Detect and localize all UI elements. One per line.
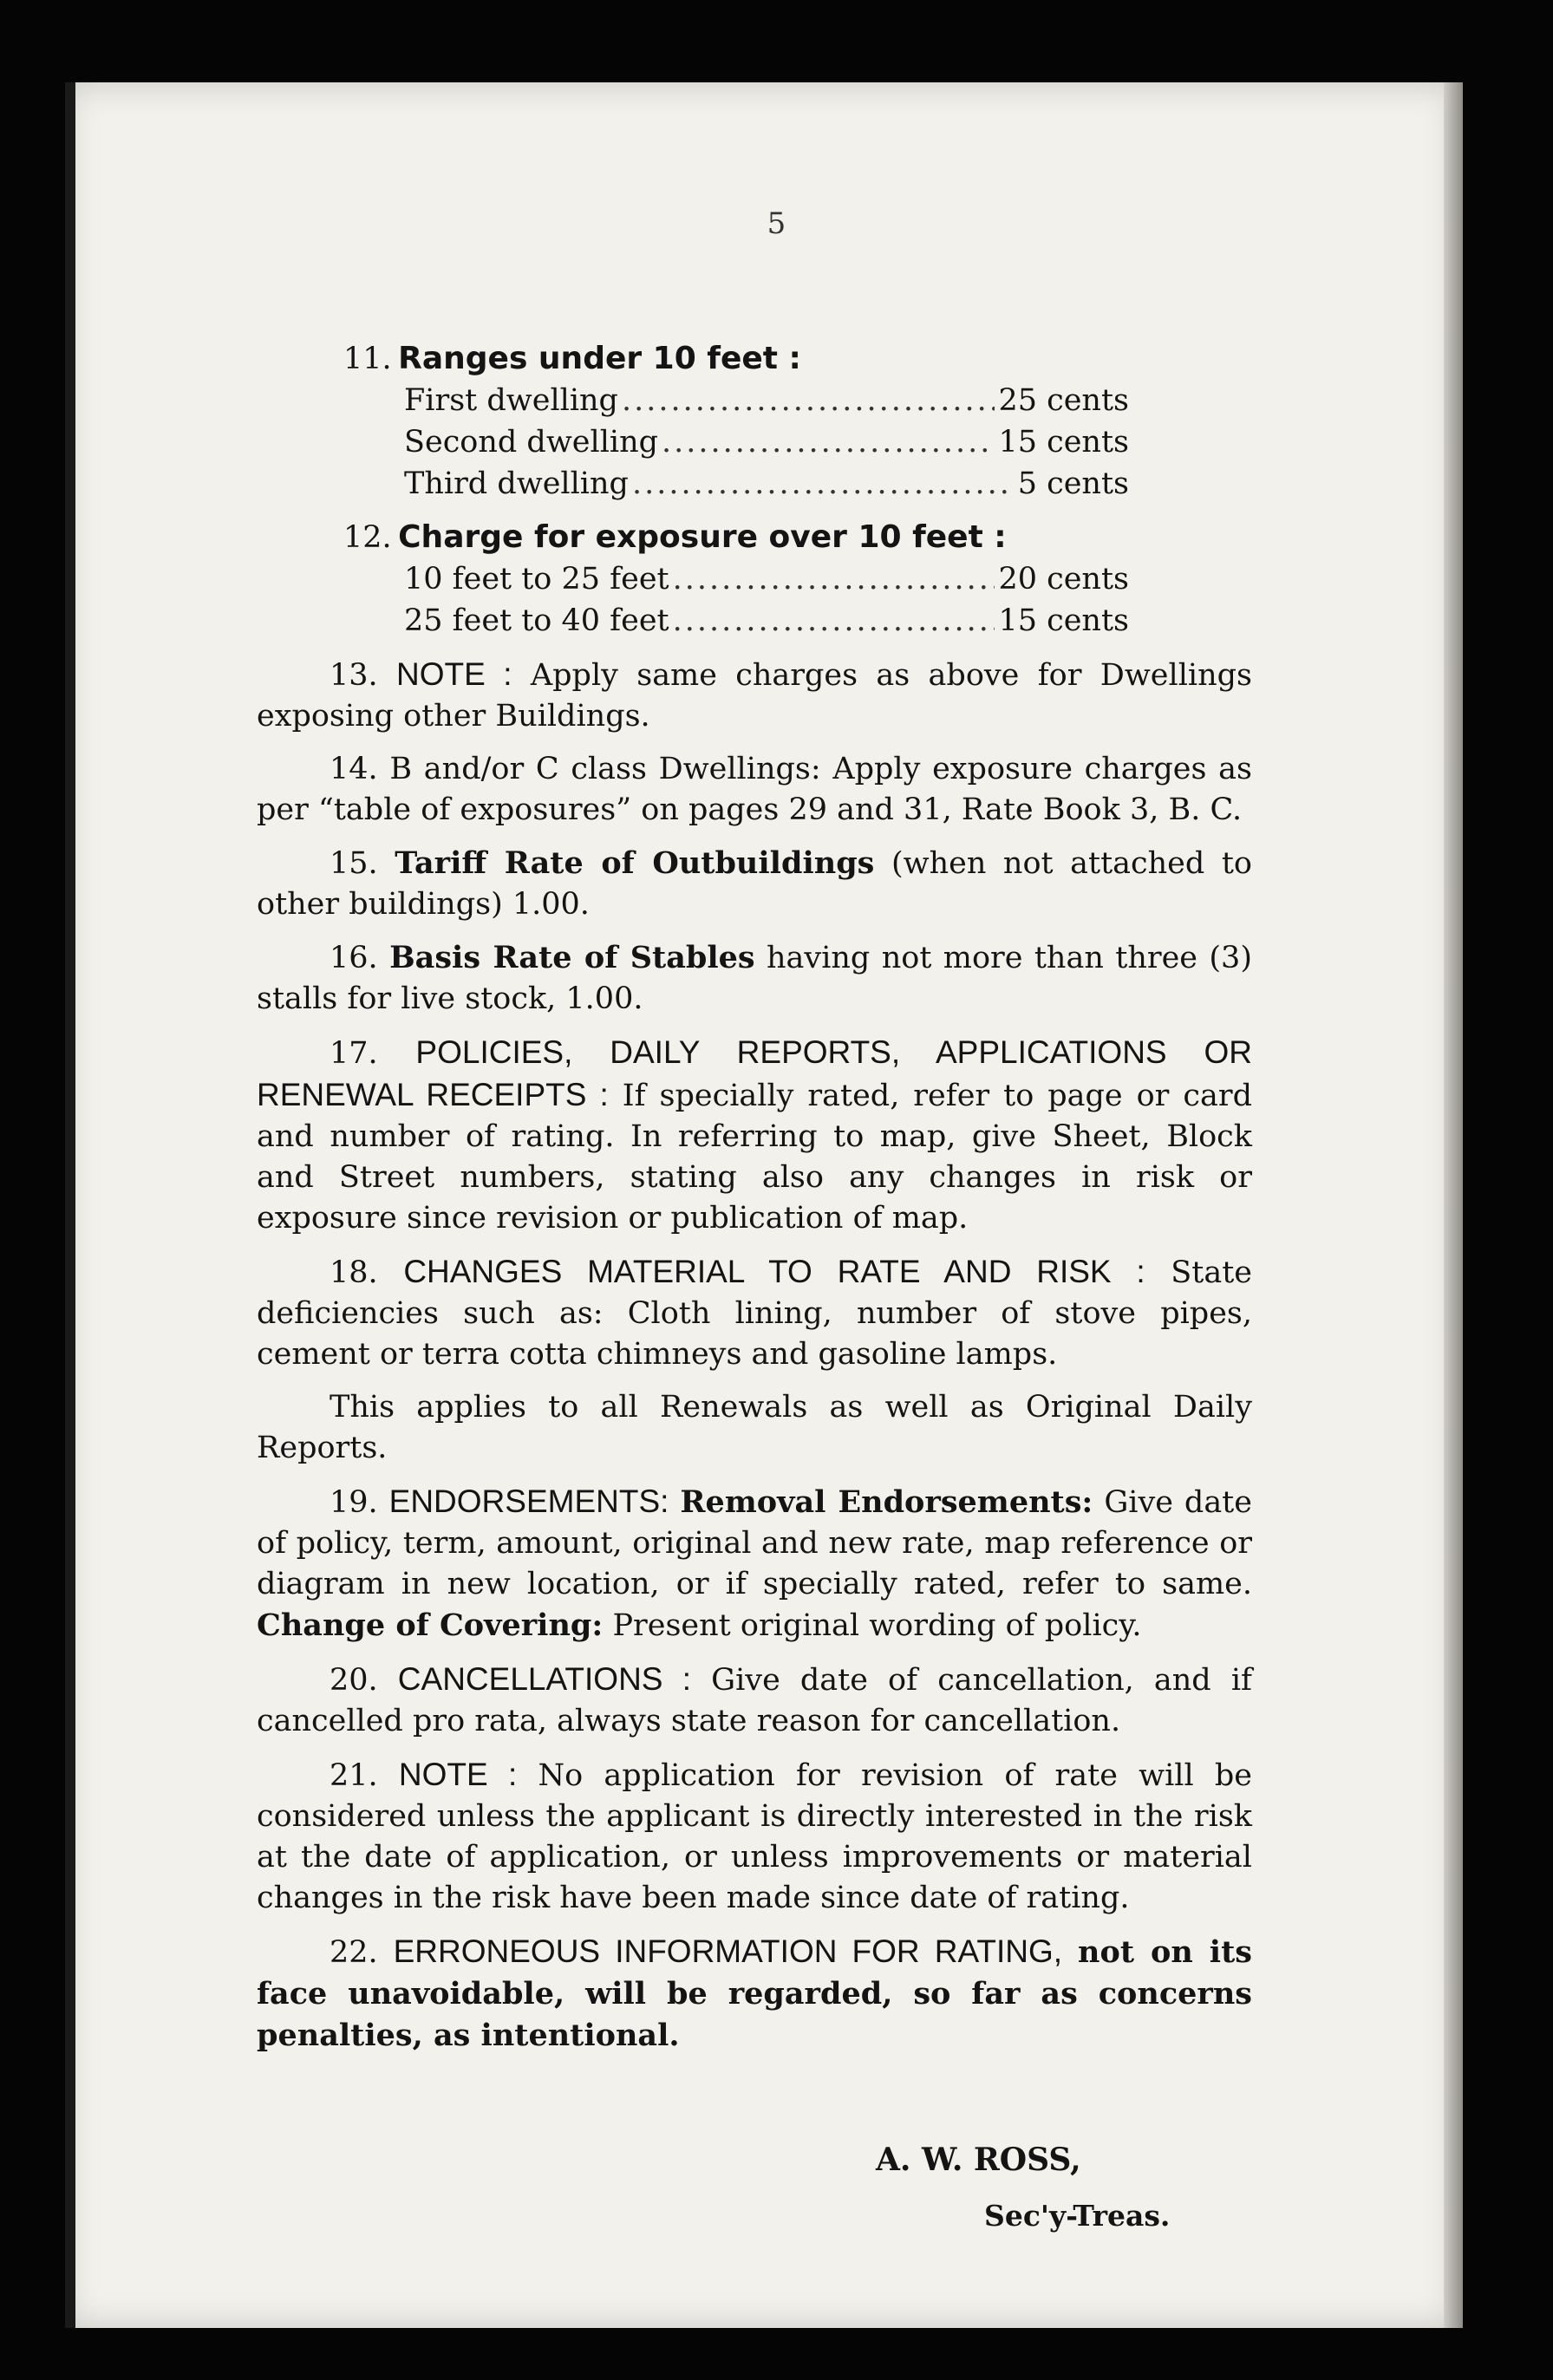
item-text: B and/or C class Dwellings: Apply exposure charges as per “table of exposures” on pages 29 and 31, Rate Book 3, B. C. xyxy=(257,752,1252,827)
item-number: 18. xyxy=(330,1255,378,1290)
document-body xyxy=(257,338,1252,2069)
item-text: Apply same charges as above for Dwellings exposing other Buildings. xyxy=(257,658,1252,734)
rate-value: 15 cents xyxy=(998,603,1129,638)
item-18 xyxy=(257,1251,1252,1375)
item-17 xyxy=(257,1032,1252,1239)
leader-dots xyxy=(673,558,995,600)
item-text: No application for revision of rate will be considered unless the applicant is directly interested in the risk at the date of application, or unless improvements or material changes in the risk have been made since date of rating. xyxy=(257,1758,1252,1915)
item-number: 16. xyxy=(330,941,378,975)
page-number: 5 xyxy=(767,206,786,241)
item-14 xyxy=(257,749,1252,831)
rate-row xyxy=(404,600,1129,642)
leader-dots xyxy=(632,463,1015,505)
item-lead: CHANGES MATERIAL TO RATE AND RISK : xyxy=(403,1254,1145,1289)
item-text: Present original wording of policy. xyxy=(612,1608,1142,1643)
signature-title: Sec'y-Treas. xyxy=(984,2199,1171,2233)
item-12 xyxy=(257,517,1252,642)
section-heading: Ranges under 10 feet : xyxy=(398,341,801,376)
item-number: 14. xyxy=(330,752,378,786)
rate-row xyxy=(404,558,1129,600)
item-lead: CANCELLATIONS : xyxy=(397,1661,692,1697)
item-number: 13. xyxy=(330,658,378,693)
rate-row xyxy=(404,463,1129,505)
item-13 xyxy=(257,654,1252,737)
rate-row xyxy=(404,380,1129,421)
binding-edge xyxy=(65,82,75,2328)
leader-dots xyxy=(662,421,995,463)
section-heading: Charge for exposure over 10 feet : xyxy=(398,519,1007,555)
item-15 xyxy=(257,843,1252,925)
leader-dots xyxy=(673,600,995,642)
item-text: having not more than three (3) stalls for live stock, 1.00. xyxy=(257,941,1252,1016)
rate-label: Second dwelling xyxy=(404,425,659,460)
item-number: 11. xyxy=(343,342,392,376)
item-lead: NOTE : xyxy=(398,1757,518,1792)
rate-label: 25 feet to 40 feet xyxy=(404,603,669,638)
leader-dots xyxy=(622,380,995,421)
rate-label: First dwelling xyxy=(404,383,618,418)
item-19 xyxy=(257,1481,1252,1646)
item-text: If specially rated, refer to page or card and number of rating. In referring to map, give Sheet, Block and Street numbers, stating also any changes in risk or exposure since revision or publication of map. xyxy=(257,1079,1252,1236)
item-16 xyxy=(257,937,1252,1020)
item-number: 20. xyxy=(330,1663,378,1698)
item-11 xyxy=(257,338,1252,505)
item-lead: Basis Rate of Stables xyxy=(389,940,755,975)
item-sublead: Removal Endorsements: xyxy=(680,1484,1093,1520)
item-number: 15. xyxy=(330,846,378,881)
item-22 xyxy=(257,1931,1252,2057)
item-number: 21. xyxy=(330,1758,378,1793)
item-number: 17. xyxy=(330,1036,378,1071)
item-text: Give date of cancellation, and if cancelled pro rata, always state reason for cancellation. xyxy=(257,1663,1252,1738)
item-20 xyxy=(257,1659,1252,1742)
rate-value: 25 cents xyxy=(998,383,1129,418)
item-lead: Tariff Rate of Outbuildings xyxy=(395,845,875,881)
item-text: (when not attached to other buildings) 1.00. xyxy=(257,846,1252,922)
item-number: 22. xyxy=(330,1935,378,1970)
signature-name: A. W. ROSS, xyxy=(876,2142,1081,2178)
item-number: 12. xyxy=(343,520,392,555)
page-edge xyxy=(1444,82,1463,2328)
rate-value: 15 cents xyxy=(998,425,1129,460)
item-text: This applies to all Renewals as well as Original Daily Reports. xyxy=(257,1390,1252,1465)
rate-label: 10 feet to 25 feet xyxy=(404,562,669,597)
item-sublead: Change of Covering: xyxy=(257,1607,604,1643)
item-text: State deficiencies such as: Cloth lining, number of stove pipes, cement or terra cotta chimneys and gasoline lamps. xyxy=(257,1255,1252,1372)
item-number: 19. xyxy=(330,1485,378,1520)
item-21 xyxy=(257,1754,1252,1919)
rate-value: 5 cents xyxy=(1017,466,1129,501)
item-lead: NOTE : xyxy=(396,656,512,692)
rate-value: 20 cents xyxy=(998,562,1129,597)
rate-row xyxy=(404,421,1129,463)
item-lead: ERRONEOUS INFORMATION FOR RATING, xyxy=(393,1933,1063,1969)
item-18-note xyxy=(257,1387,1252,1469)
rate-label: Third dwelling xyxy=(404,466,629,501)
item-lead: ENDORSEMENTS: xyxy=(388,1483,669,1519)
item-text: Give date of policy, term, amount, original and new rate, map reference or diagram in new location, or if specially rated, refer to same. xyxy=(257,1485,1252,1601)
item-lead: POLICIES, DAILY REPORTS, APPLICATIONS OR RENEWAL RECEIPTS : xyxy=(257,1034,1252,1112)
item-text: not on its face unavoidable, will be regarded, so far as concerns penalties, as intentional. xyxy=(257,1934,1252,2053)
